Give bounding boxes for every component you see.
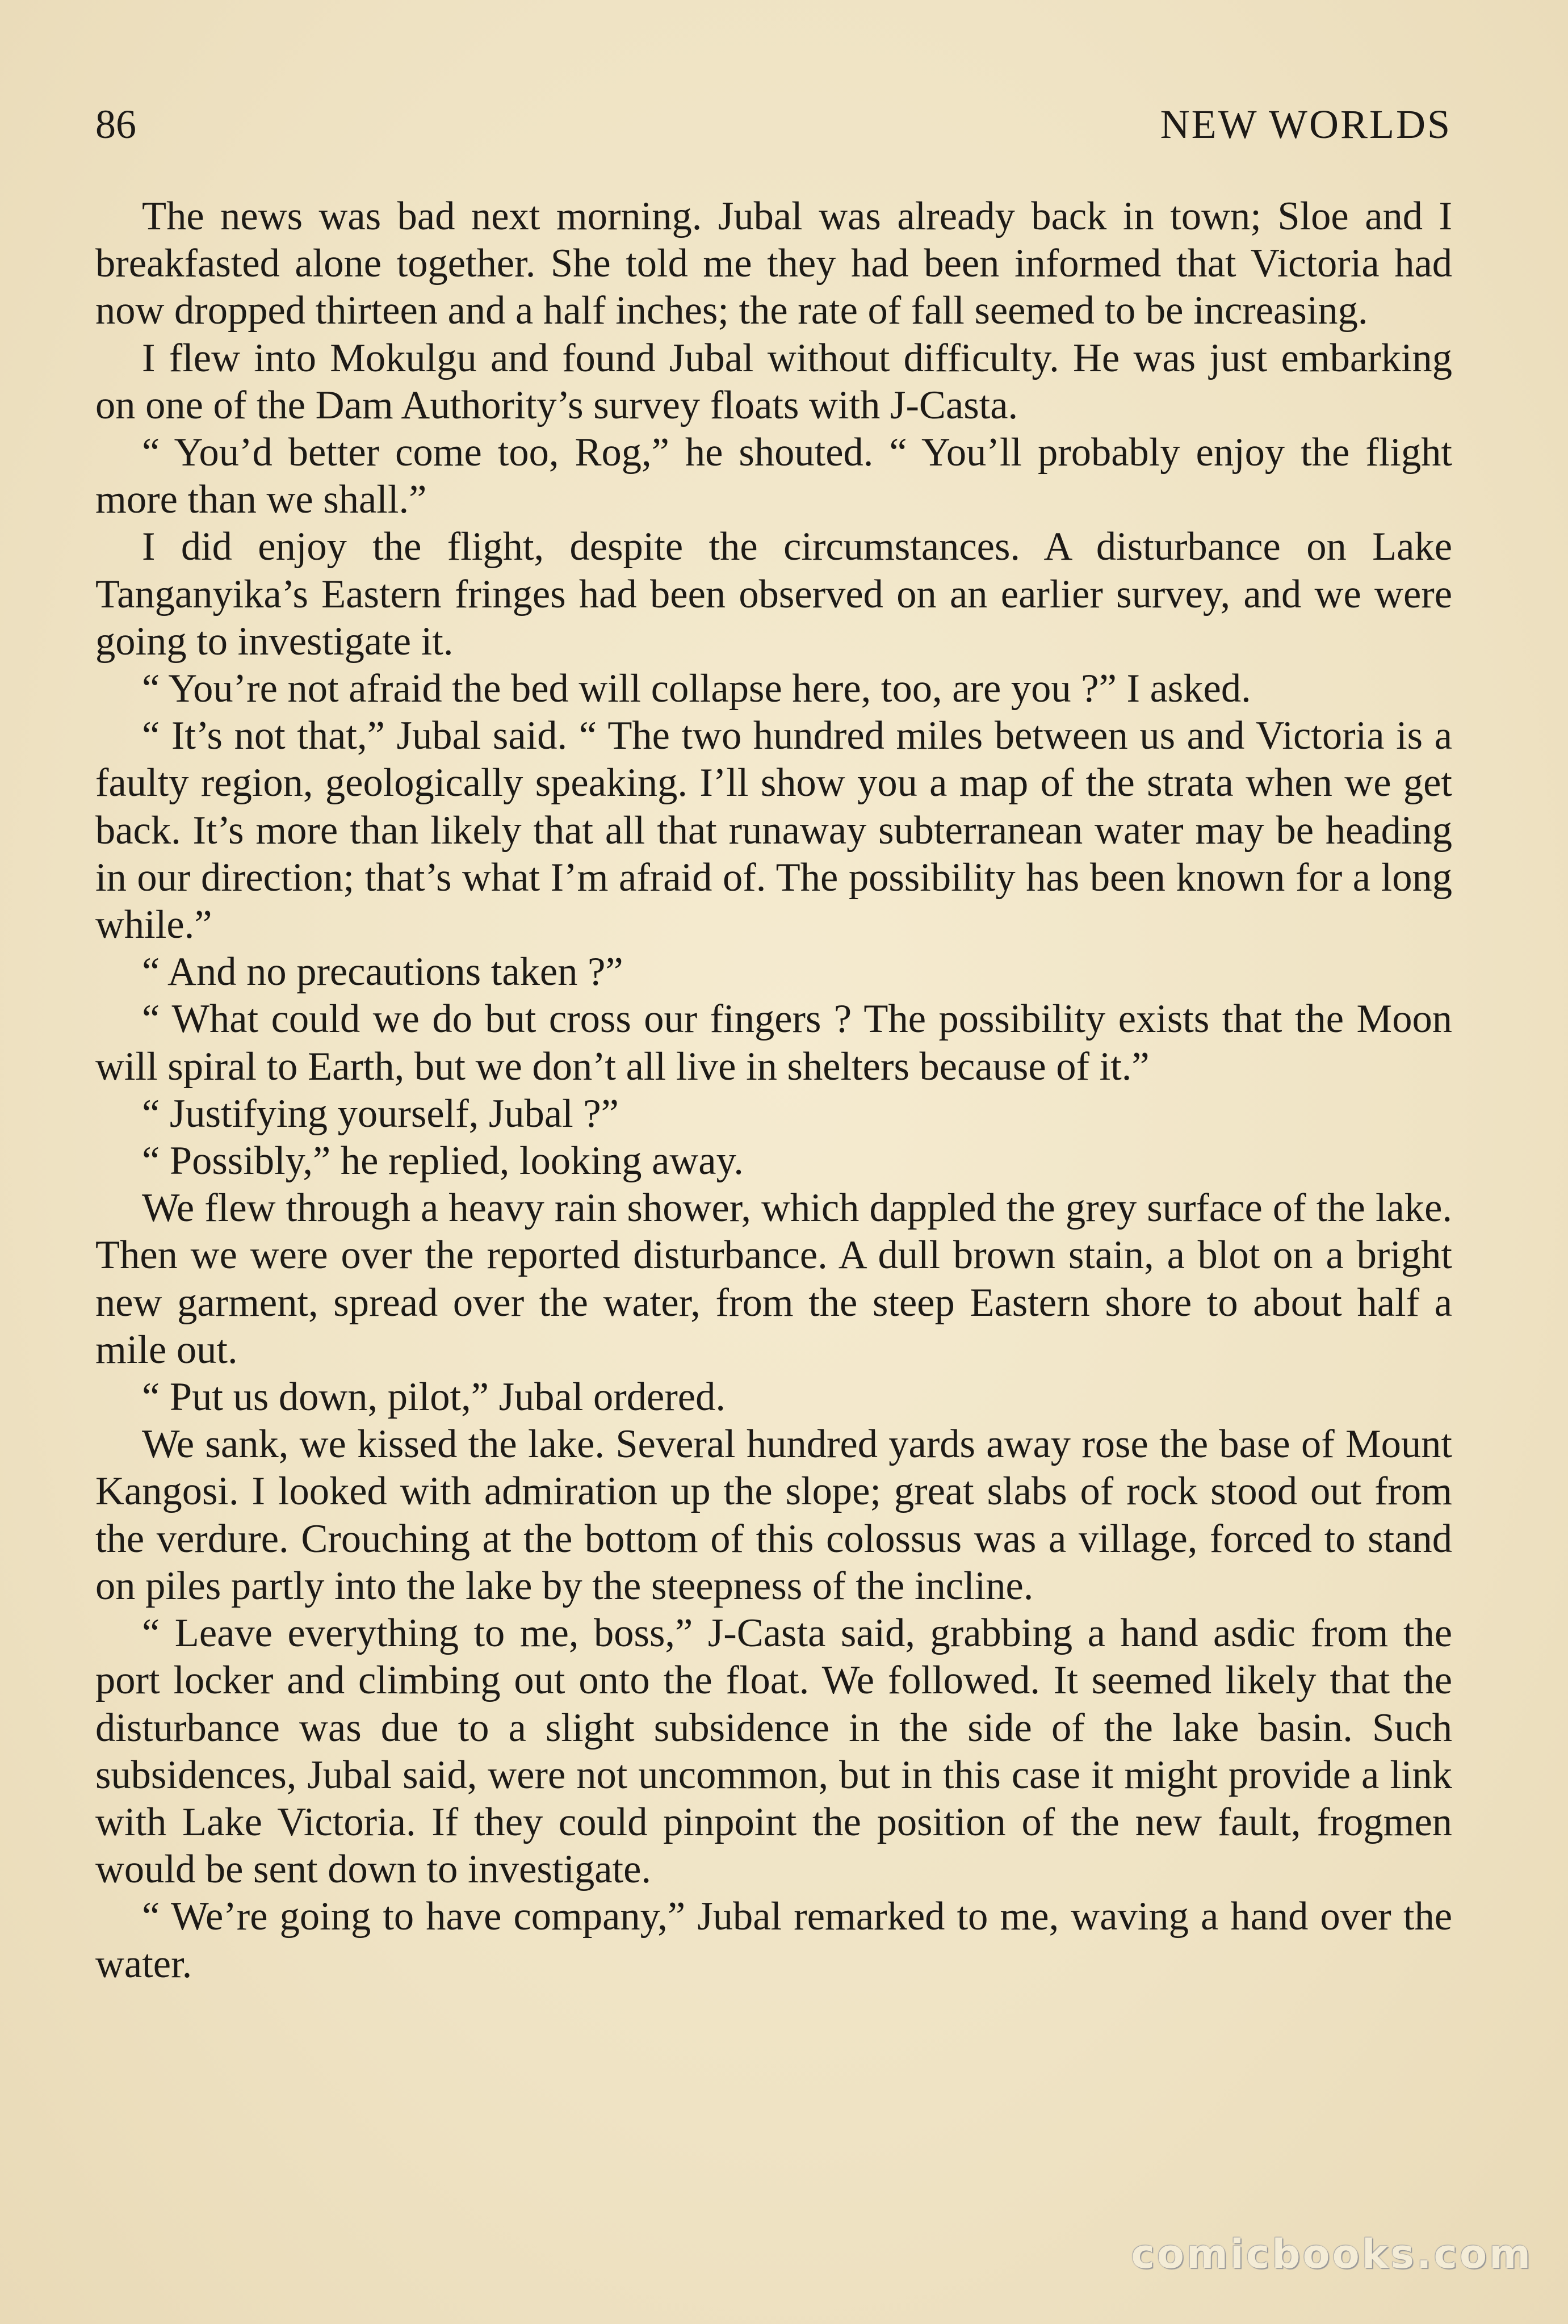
body-text	[95, 193, 1452, 1988]
paragraph: The news was bad next morning. Jubal was already back in town; Sloe and I breakfasted alone together. She told me they had been informed that Victoria had now dropped thirteen and a half inches; the rate of fall seemed to be increasing.	[95, 194, 1452, 333]
paragraph: “ Possibly,” he replied, looking away.	[142, 1139, 744, 1184]
paragraph: “ What could we do but cross our fingers ? The possibility exists that the Moon will spiral to Earth, but we don’t all live in shelters because of it.”	[95, 997, 1452, 1089]
paragraph: “ Put us down, pilot,” Jubal ordered.	[142, 1375, 726, 1420]
paragraph: “ Justifying yourself, Jubal ?”	[142, 1091, 619, 1136]
paragraph: We sank, we kissed the lake. Several hundred yards away rose the base of Mount Kangosi. I looked with admiration up the slope; great slabs of rock stood out from the verdure. Crouching at the bottom of this colossus was a village, forced to stand on piles partly into the lake by the steepness of the incline.	[95, 1422, 1452, 1608]
paragraph: “ Leave everything to me, boss,” J-Casta said, grabbing a hand asdic from the port locker and climbing out onto the float. We followed. It seemed likely that the disturbance was due to a slight subsidence in the side of the lake basin. Such subsidences, Jubal said, were not uncommon, but in this case it might provide a link with Lake Victoria. If they could pinpoint the position of the new fault, frogmen would be sent down to investigate.	[95, 1611, 1452, 1892]
watermark-logo: comicbooks.com	[1131, 2231, 1533, 2277]
paragraph: I did enjoy the flight, despite the circumstances. A disturbance on Lake Tanganyika’s Eastern fringes had been observed on an earlier survey, and we were going to investigate it.	[95, 525, 1452, 664]
paragraph: “ We’re going to have company,” Jubal remarked to me, waving a hand over the water.	[95, 1894, 1452, 1986]
paragraph: “ You’d better come too, Rog,” he shouted. “ You’ll probably enjoy the flight more than we shall.”	[95, 430, 1452, 522]
page-header	[95, 101, 1452, 163]
paragraph: “ And no precautions taken ?”	[142, 950, 623, 995]
paragraph: “ It’s not that,” Jubal said. “ The two hundred miles between us and Victoria is a faulty region, geologically speaking. I’ll show you a map of the strata when we get back. It’s more than likely that all that runaway subterranean water may be heading in our direction; that’s what I’m afraid of. The possibility has been known for a long while.”	[95, 714, 1452, 947]
running-title: NEW WORLDS	[1160, 102, 1452, 147]
paragraph: “ You’re not afraid the bed will collapse here, too, are you ?” I asked.	[142, 666, 1251, 711]
paragraph: I flew into Mokulgu and found Jubal without difficulty. He was just embarking on one of the Dam Authority’s survey floats with J-Casta.	[95, 335, 1452, 427]
page-number: 86	[95, 102, 136, 147]
paragraph: We flew through a heavy rain shower, which dappled the grey surface of the lake. Then we were over the reported disturbance. A dull brown stain, a blot on a bright new garment, spread over the water, from the steep Eastern shore to about half a mile out.	[95, 1186, 1452, 1372]
